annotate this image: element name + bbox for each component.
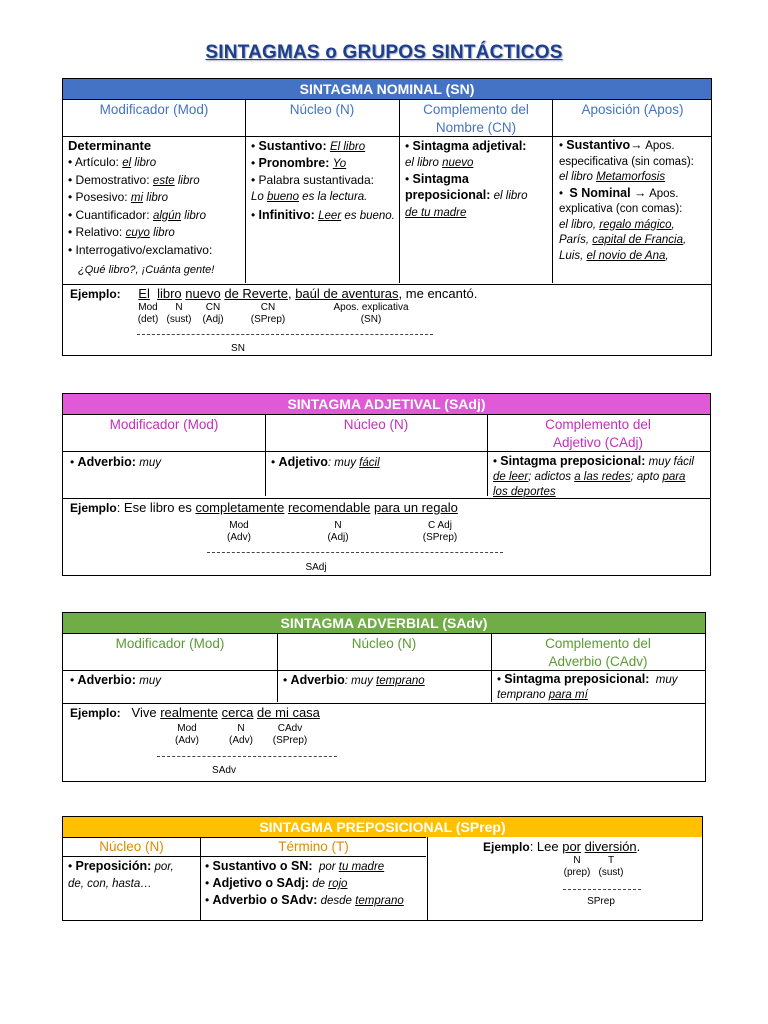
sadv-label-mod: Mod (Adv) (175, 723, 199, 746)
sadv-comp-cell: • Sintagma preposicional: muy temprano para mí (497, 672, 678, 701)
sadj-label-mod: Mod (Adv) (227, 520, 251, 543)
sn-mod-item: • Posesivo: mi libro (68, 190, 168, 204)
sadj-col-comp: Complemento del Adjetivo (CAdj) (545, 417, 651, 450)
sadv-mod-cell: • Adverbio: muy (70, 673, 161, 687)
sadj-nucleo-cell: • Adjetivo: muy fácil (271, 455, 380, 469)
sn-header: SINTAGMA NOMINAL (SN) (63, 79, 711, 99)
sn-mod-list (68, 154, 244, 259)
sadv-col-mod: Modificador (Mod) (115, 636, 225, 651)
sn-label-cn1: CN (Adj) (202, 302, 224, 325)
sadj-comp-cell: • Sintagma preposicional: muy fácil de leer; adictos a las redes; apto para los deportes (493, 454, 694, 498)
sadv-header: SINTAGMA ADVERBIAL (SAdv) (63, 613, 705, 633)
sn-mod-item: • Interrogativo/exclamativo: (68, 242, 213, 257)
sn-col-mod: Modificador (Mod) (99, 102, 209, 117)
sadj-label-cadj: C Adj (SPrep) (422, 520, 458, 543)
sadj-header: SINTAGMA ADJETIVAL (SAdj) (63, 394, 710, 414)
sadv-group-label: SAdv (212, 765, 236, 776)
sprep-label-n: N (prep) (563, 855, 591, 878)
sn-mod-item: • Artículo: el libro (68, 155, 157, 169)
sprep-col-termino: Término (T) (278, 839, 349, 854)
sadj-example: Ejemplo: Ese libro es completamente recomendable para un regalo (70, 500, 458, 515)
sn-col-nucleo: Núcleo (N) (289, 102, 355, 117)
sn-apos-cell: • Sustantivo→ Apos. especificativa (sin comas): el libro Metamorfosis • S Nominal → Apos. explicativa (con comas): el libro, regalo mágico, París, capital de Francia, Luis, el novio de Ana, (559, 138, 694, 262)
sn-cn-cell: • Sintagma adjetival: el libro nuevo • Sintagma preposicional: el libro de tu madre (405, 139, 528, 219)
sadj-table (62, 393, 711, 576)
sadj-col-nucleo: Núcleo (N) (343, 417, 409, 432)
sprep-col-nucleo: Núcleo (N) (99, 839, 164, 854)
sprep-termino-cell: • Sustantivo o SN: por tu madre • Adjetivo o SAdj: de rojo • Adverbio o SAdv: desde temprano (205, 859, 404, 907)
sprep-nucleo-cell: • Preposición: por, de, con, hasta… (68, 859, 174, 890)
sadv-label-n: N (Adv) (229, 723, 253, 746)
sn-mod-item: • Cuantificador: algún libro (68, 207, 207, 222)
sadv-example: Ejemplo: Vive realmente cerca de mi casa (70, 705, 320, 720)
sadj-col-mod: Modificador (Mod) (109, 417, 219, 432)
sadv-col-nucleo: Núcleo (N) (351, 636, 417, 651)
page-title: SINTAGMAS o GRUPOS SINTÁCTICOS (205, 42, 563, 63)
sadv-table (62, 612, 706, 782)
sadv-col-comp: Complemento del Adverbio (CAdv) (545, 636, 651, 669)
sadv-label-cadv: CAdv (SPrep) (272, 723, 308, 746)
sn-table (62, 78, 712, 356)
sn-nucleo-cell: • Sustantivo: El libro • Pronombre: Yo • Palabra sustantivada: Lo bueno es la lectura. • Infinitivo: Leer es bueno. (251, 139, 395, 222)
sn-mod-item: • Demostrativo: este libro (68, 172, 200, 187)
sprep-table (62, 816, 703, 921)
sn-mod-cell (68, 138, 244, 278)
sn-col-apos: Aposición (Apos) (581, 102, 684, 117)
sn-label-n: N (sust) (166, 302, 192, 325)
sprep-label-t: T (sust) (598, 855, 624, 878)
sn-col-cn: Complemento del Nombre (CN) (423, 102, 529, 135)
sn-mod-title: Determinante (68, 138, 152, 153)
sadj-mod-cell: • Adverbio: muy (70, 455, 161, 469)
sprep-header: SINTAGMA PREPOSICIONAL (SPrep) (63, 817, 702, 837)
sn-mod-extra: ¿Qué libro?, ¡Cuánta gente! (78, 264, 215, 276)
sadj-label-n: N (Adj) (327, 520, 349, 543)
sn-label-mod: Mod (det) (137, 302, 159, 325)
sadv-nucleo-cell: • Adverbio: muy temprano (283, 673, 425, 687)
sn-example: Ejemplo: El libro nuevo de Reverte, baúl de aventuras, me encantó. (70, 286, 478, 301)
sprep-example: Ejemplo: Lee por diversión. (483, 839, 641, 854)
sadj-group-label: SAdj (305, 562, 327, 573)
sn-label-cn2: CN (SPrep) (250, 302, 286, 325)
sprep-group-label: SPrep (587, 896, 615, 907)
sn-label-apos: Apos. explicativa (SN) (333, 302, 409, 325)
sn-mod-item: • Relativo: cuyo libro (68, 225, 175, 239)
sn-group-label: SN (231, 343, 245, 354)
